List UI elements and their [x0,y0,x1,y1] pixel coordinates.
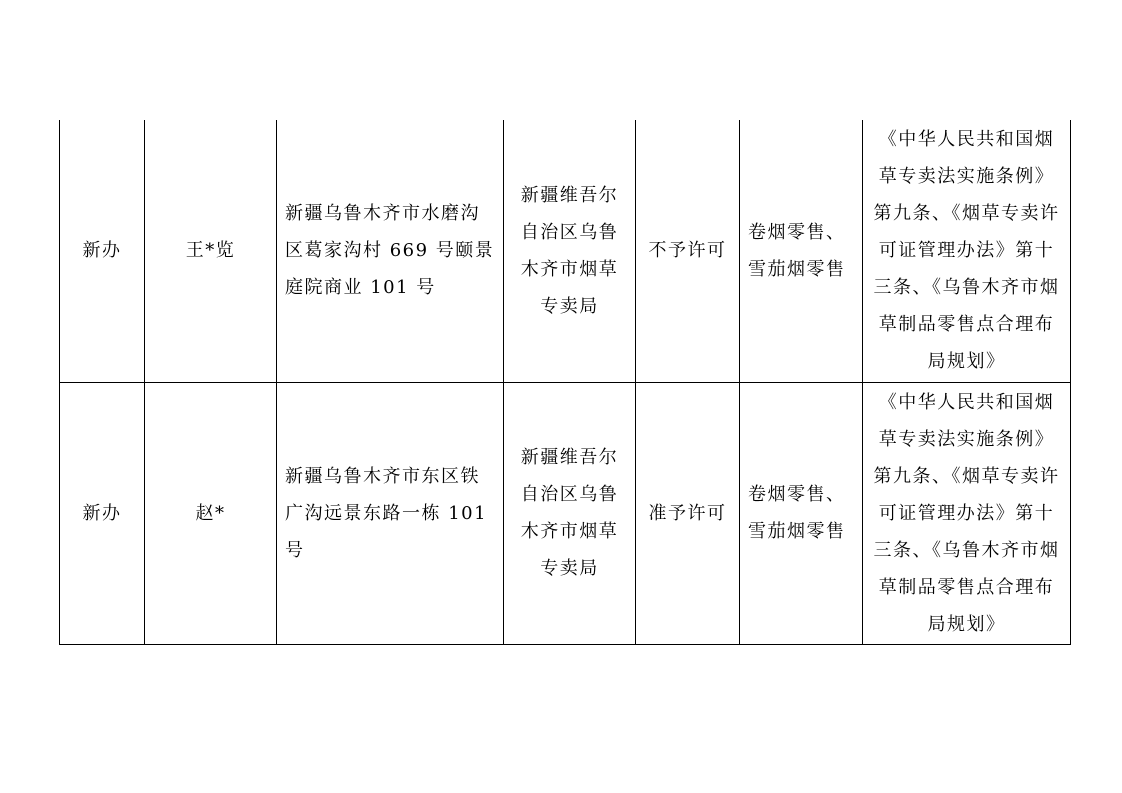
business-scope-cell [740,120,863,382]
authority-cell [504,382,636,644]
table-row [60,382,1071,644]
table-row [60,120,1071,382]
legal-basis-cell [863,120,1071,382]
decision-text: 不予许可 [648,240,727,262]
business-scope-cell [740,382,863,644]
legal-basis-text: 《中华人民共和国烟草专卖法实施条例》第九条、《烟草专卖许可证管理办法》第十三条、《乌鲁木齐市烟草制品零售点合理布局规划》 [873,129,1060,373]
business-scope-text: 卷烟零售、雪茄烟零售 [748,221,846,280]
legal-basis-text: 《中华人民共和国烟草专卖法实施条例》第九条、《烟草专卖许可证管理办法》第十三条、《乌鲁木齐市烟草制品零售点合理布局规划》 [873,391,1060,635]
applicant-name-text: 赵* [195,502,226,524]
business-address-cell [277,120,504,382]
authority-text: 新疆维吾尔自治区乌鲁木齐市烟草专卖局 [520,184,619,317]
authority-cell [504,120,636,382]
decision-cell [636,382,740,644]
application-type-text: 新办 [82,240,122,262]
business-address-text: 新疆乌鲁木齐市东区铁广沟远景东路一栋 101 号 [285,465,488,561]
application-type-text: 新办 [82,502,122,524]
decision-text: 准予许可 [648,502,727,524]
applicant-name-cell [145,120,277,382]
legal-basis-cell [863,382,1071,644]
applicant-name-text: 王*览 [185,240,236,262]
business-address-cell [277,382,504,644]
license-decision-table [59,120,1071,645]
application-type-cell [60,120,145,382]
applicant-name-cell [145,382,277,644]
application-type-cell [60,382,145,644]
business-address-text: 新疆乌鲁木齐市水磨沟区葛家沟村 669 号颐景庭院商业 101 号 [285,203,495,299]
business-scope-text: 卷烟零售、雪茄烟零售 [748,484,846,542]
decision-cell [636,120,740,382]
authority-text: 新疆维吾尔自治区乌鲁木齐市烟草专卖局 [520,447,619,579]
